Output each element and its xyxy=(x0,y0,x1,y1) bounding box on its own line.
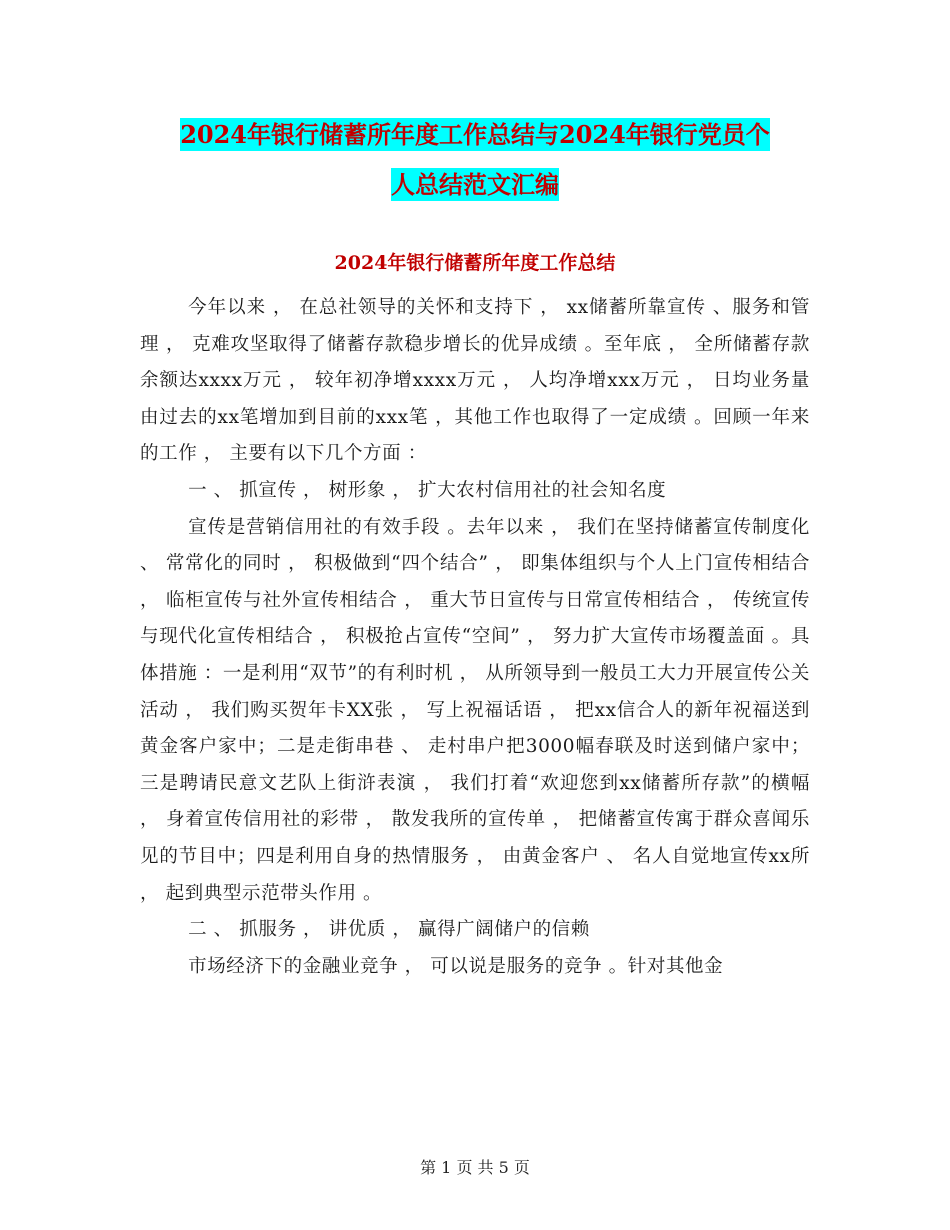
page-footer: 第 1 页 共 5 页 xyxy=(420,1158,530,1177)
paragraph-intro: 今年以来 ， 在总社领导的关怀和支持下 ， xx储蓄所靠宣传 、服务和管理 ， 克难攻坚取得了储蓄存款稳步增长的优异成绩 。至年底 ， 全所储蓄存款余额达xxxx万元 ， 较年初净增xxxx万元 ， 人均净增xxx万元 ， 日均业务量由过去的xx笔增加到目前的xxx笔 ，其他工作也取得了一定成绩 。回顾一年来的工作 ， 主要有以下几个方面 ： xyxy=(140,297,810,465)
heading-one: 一 、 抓宣传 ， 树形象 ， 扩大农村信用社的社会知名度 xyxy=(188,479,667,501)
title-line-1: 2024年银行储蓄所年度工作总结与2024年银行党员个 xyxy=(180,120,770,149)
title-line-2: 人总结范文汇编 xyxy=(391,170,559,199)
section-title: 2024年银行储蓄所年度工作总结 xyxy=(334,252,616,274)
paragraph-service: 市场经济下的金融业竞争 ， 可以说是服务的竞争 。针对其他金 xyxy=(188,955,724,977)
paragraph-publicity: 宣传是营销信用社的有效手段 。去年以来 ， 我们在坚持储蓄宣传制度化 、 常常化的同时 ， 积极做到“四个结合” ， 即集体组织与个人上门宣传相结合 ， 临柜宣传与社外宣传相结合 ， 重大节日宣传与日常宣传相结合 ， 传统宣传与现代化宣传相结合 ， 积极抢占宣传“空间” ， 努力扩大宣传市场覆盖面 。具体措施 ：一是利用“双节”的有利时机 ， 从所领导到一般员工大力开展宣传公关活动 ， 我们购买贺年卡XX张 ， 写上祝福话语 ， 把xx信合人的新年祝福送到黄金客户家中；二是走街串巷 、 走村串户把3000幅春联及时送到储户家中；三是聘请民意文艺队上街浒表演 ， 我们打着“欢迎您到xx储蓄所存款”的横幅 ， 身着宣传信用社的彩带 ， 散发我所的宣传单 ， 把储蓄宣传寓于群众喜闻乐见的节目中；四是利用自身的热情服务 ， 由黄金客户 、 名人自觉地宣传xx所 ， 起到典型示范带头作用 。 xyxy=(140,516,810,904)
document-body xyxy=(140,290,810,985)
document-title xyxy=(140,110,810,210)
heading-two: 二 、 抓服务 ， 讲优质 ， 赢得广阔储户的信赖 xyxy=(188,919,590,941)
